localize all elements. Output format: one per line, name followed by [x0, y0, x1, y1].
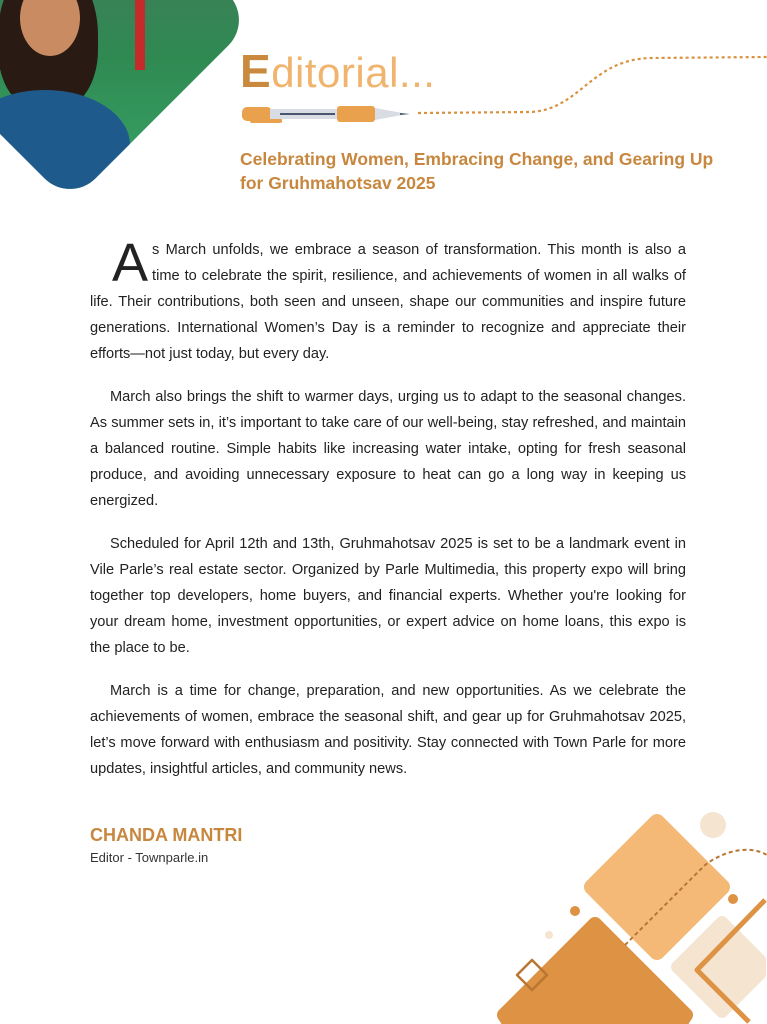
geometric-decoration [480, 800, 767, 1024]
author-name: CHANDA MANTRI [90, 825, 243, 845]
section-title [240, 44, 435, 98]
editorial-headline: Celebrating Women, Embracing Change, and Gearing Up for Gruhmahotsav 2025 [240, 149, 714, 193]
pen-icon [240, 104, 415, 128]
signature-block [90, 825, 242, 865]
title-rest: ditorial... [271, 49, 436, 96]
title-initial: E [240, 45, 272, 97]
dotted-line-decoration [410, 40, 767, 120]
article-body [90, 233, 686, 799]
paragraph-1-text: s March unfolds, we embrace a season of transformation. This month is also a time to celebrate the spirit, resilience, and achievements of women in all walks of life. Their contributions, both seen and unseen, shape our communities and inspire future generations. International Women’s Day is a reminder to recognize and appreciate their efforts—not just today, but every day. [90, 242, 686, 362]
paragraph-3: Scheduled for April 12th and 13th, Gruhmahotsav 2025 is set to be a landmark event in Vile Parle’s real estate sector. Organized by Parle Multimedia, this property expo will bring together top developers, home buyers, and financial experts. Whether you're looking for your dream home, investment opportunities, or expert advice on home loans, this expo is the place to be. [90, 536, 686, 656]
paragraph-2: March also brings the shift to warmer days, urging us to adapt to the seasonal changes. As summer sets in, it’s important to take care of our well-being, stay refreshed, and maintain a balanced routine. Simple habits like increasing water intake, opting for fresh seasonal produce, and avoiding unnecessary exposure to heat can go a long way in keeping us energized. [90, 389, 686, 509]
author-role: Editor - Townparle.in [90, 850, 209, 865]
drop-cap: A [112, 233, 149, 293]
paragraph-1 [90, 233, 686, 367]
paragraph-4: March is a time for change, preparation, and new opportunities. As we celebrate the achievements of women, embrace the seasonal shift, and gear up for Gruhmahotsav 2025, let’s move forward with enthusiasm and positivity. Stay connected with Town Parle for more updates, insightful articles, and community news. [90, 683, 686, 777]
editor-photo [0, 0, 254, 204]
